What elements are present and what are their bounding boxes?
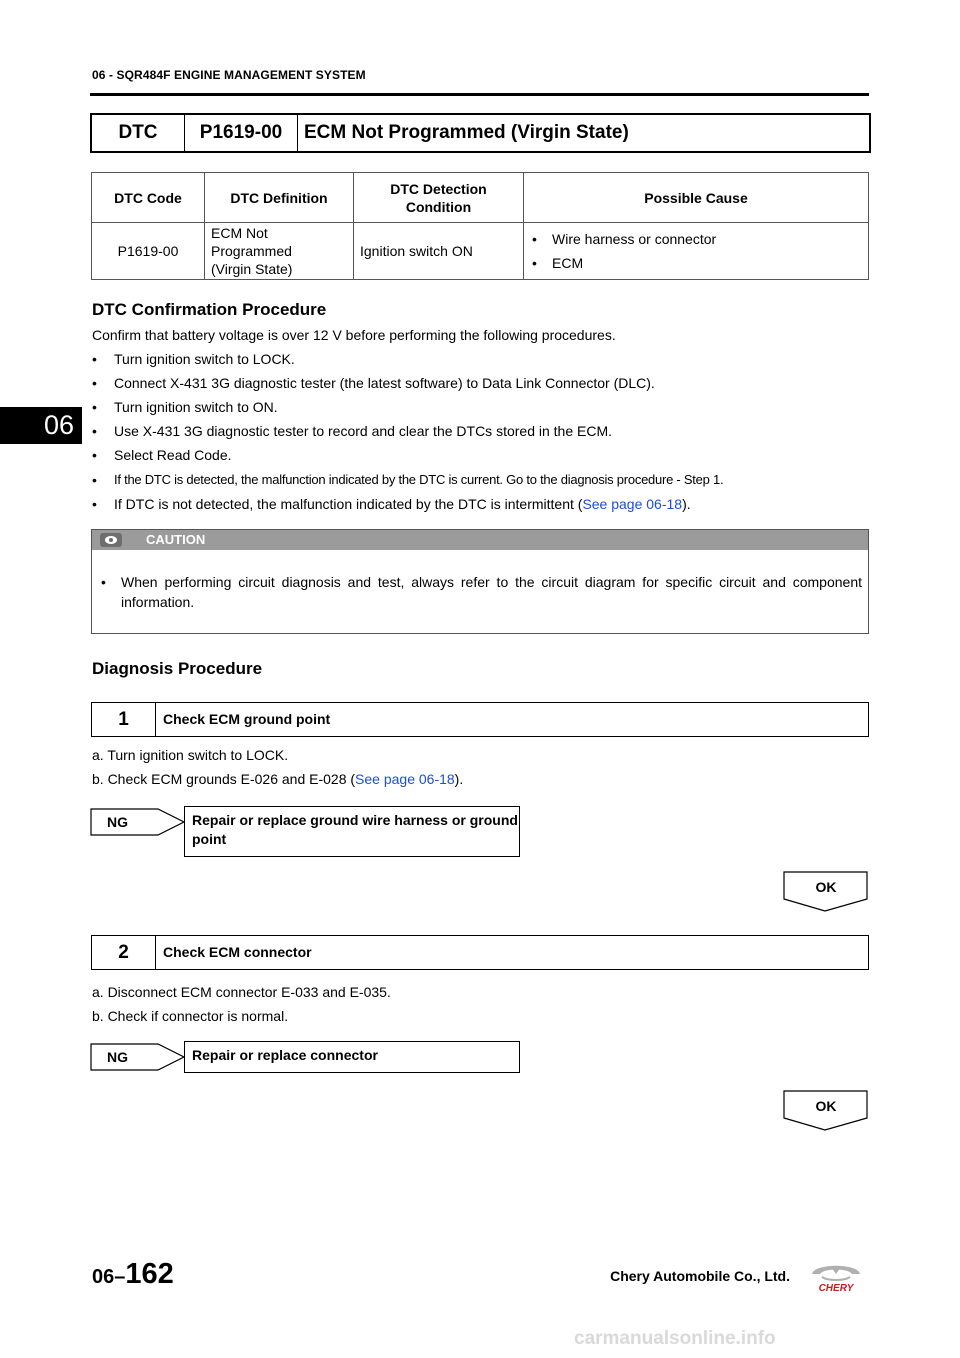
- bullet-dot: •: [532, 255, 537, 271]
- bullet-dot: •: [92, 351, 97, 367]
- diagnosis-title: Diagnosis Procedure: [92, 659, 263, 678]
- ng-label: NG: [107, 1049, 128, 1065]
- table-row: [92, 223, 869, 280]
- bullet-text-suffix: ).: [682, 496, 691, 512]
- title-dtc-code: P1619-00: [185, 115, 298, 151]
- cause-item: [532, 251, 867, 275]
- caution-label: CAUTION: [146, 532, 206, 547]
- step-1-line-a: a. Turn ignition switch to LOCK.: [92, 747, 289, 763]
- cell-possible-cause: [524, 223, 869, 280]
- page-prefix: 06–: [92, 1266, 126, 1288]
- cause-item: [532, 227, 867, 251]
- caution-text: When performing circuit diagnosis and test, always refer to the circuit diagram for specific circuit and component information.: [121, 574, 862, 610]
- step-2-line-a: a. Disconnect ECM connector E-033 and E-035.: [92, 984, 391, 1000]
- confirmation-title: DTC Confirmation Procedure: [92, 300, 327, 319]
- definition-line-1: ECM Not Programmed: [211, 225, 292, 259]
- step-2-line-b: b. Check if connector is normal.: [92, 1008, 289, 1024]
- th-dtc-definition: DTC Definition: [205, 173, 354, 223]
- step-title: Check ECM ground point: [163, 711, 331, 727]
- ng-label: NG: [107, 814, 128, 830]
- cell-dtc-definition: [205, 223, 354, 280]
- caution-body: [92, 550, 868, 612]
- page-number-value: 162: [125, 1258, 174, 1290]
- line-b-suffix: ).: [454, 771, 464, 787]
- dtc-table: [91, 172, 869, 280]
- caution-header: [92, 530, 868, 550]
- bullet-text-prefix: If DTC is not detected, the malfunction indicated by the DTC is intermittent (: [114, 496, 583, 512]
- bullet-dot: •: [532, 231, 537, 247]
- bullet-text: If the DTC is detected, the malfunction indicated by the DTC is current. Go to the diagnosis procedure - Step 1.: [114, 472, 724, 487]
- bullet-dot: •: [92, 496, 97, 512]
- cause-text: Wire harness or connector: [552, 231, 717, 247]
- step-1-line-b: [92, 771, 463, 787]
- cause-text: ECM: [552, 255, 584, 271]
- confirmation-bullets: [92, 351, 872, 521]
- bullet-dot: •: [92, 472, 97, 488]
- cell-dtc-code: P1619-00: [92, 223, 205, 280]
- bullet-dot: •: [92, 375, 97, 391]
- bullet-text: Turn ignition switch to LOCK.: [114, 351, 295, 367]
- bullet-dot: •: [92, 423, 97, 439]
- th-dtc-detection-condition: [354, 173, 524, 223]
- dtc-title-bar: [90, 113, 871, 153]
- page-number: [92, 1258, 174, 1291]
- see-page-link[interactable]: See page 06-18: [582, 496, 683, 512]
- caution-box: [91, 529, 869, 634]
- bullet-text: Turn ignition switch to ON.: [114, 399, 278, 415]
- th-dtc-code: DTC Code: [92, 173, 205, 223]
- confirmation-intro: Confirm that battery voltage is over 12 V before performing the following procedures.: [92, 327, 616, 343]
- bullet-text: Select Read Code.: [114, 447, 232, 463]
- step-title: Check ECM connector: [163, 944, 312, 960]
- bullet-text: Use X-431 3G diagnostic tester to record and clear the DTCs stored in the ECM.: [114, 423, 613, 439]
- bullet-dot: •: [92, 447, 97, 463]
- title-dtc-description: ECM Not Programmed (Virgin State): [304, 122, 629, 143]
- ng-arrow-1: [90, 802, 186, 842]
- line-b-prefix: b. Check ECM grounds E-026 and E-028 (: [92, 771, 356, 787]
- bullet-text: [114, 496, 691, 512]
- eye-icon: [100, 533, 122, 547]
- cell-detection-condition: Ignition switch ON: [354, 223, 524, 280]
- th-detection-text: DTC Detection Condition: [390, 180, 487, 215]
- chery-logo: [802, 1256, 870, 1294]
- bullet-text: Connect X-431 3G diagnostic tester (the latest software) to Data Link Connector (DLC).: [114, 375, 655, 391]
- ng-result-box: Repair or replace ground wire harness or ground point: [184, 806, 520, 857]
- ng-result-box: Repair or replace connector: [184, 1041, 520, 1073]
- th-possible-cause: Possible Cause: [524, 173, 869, 223]
- side-tab: [0, 407, 82, 444]
- header-section-title: 06 - SQR484F ENGINE MANAGEMENT SYSTEM: [92, 68, 366, 82]
- step-number: 1: [92, 703, 156, 736]
- bullet-dot: •: [101, 574, 106, 590]
- definition-line-2: (Virgin State): [211, 261, 293, 277]
- step-number: 2: [92, 936, 156, 969]
- step-1-box: [91, 702, 869, 737]
- watermark: carmanualsonline.info: [574, 1328, 776, 1349]
- logo-text: CHERY: [818, 1283, 854, 1294]
- title-dtc-label: DTC: [92, 115, 185, 151]
- side-tab-label: 06: [43, 410, 74, 440]
- see-page-link[interactable]: See page 06-18: [355, 771, 455, 787]
- table-header-row: [92, 173, 869, 223]
- step-2-box: [91, 935, 869, 970]
- company-name: Chery Automobile Co., Ltd.: [610, 1268, 790, 1284]
- bullet-dot: •: [92, 399, 97, 415]
- ok-label: OK: [815, 1098, 837, 1114]
- ok-label: OK: [815, 879, 837, 895]
- header-rule: [90, 93, 869, 96]
- ng-arrow-2: [90, 1038, 186, 1076]
